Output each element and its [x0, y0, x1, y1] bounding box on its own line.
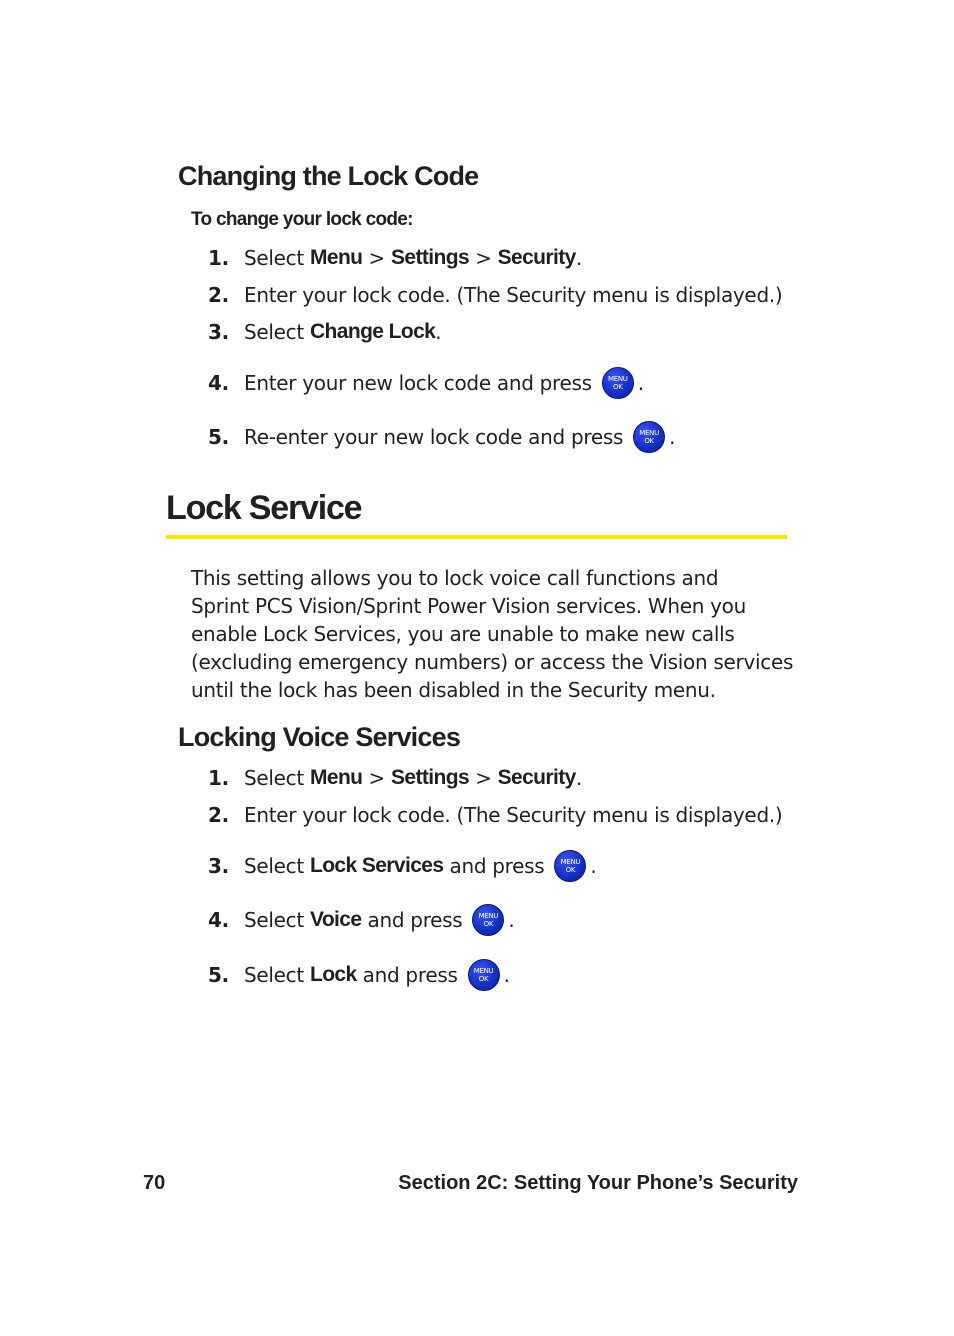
settings-label: Settings — [390, 246, 470, 269]
step-number: 5. — [208, 963, 229, 987]
separator: > — [362, 246, 391, 270]
lock-services-label: Lock Services — [309, 854, 444, 877]
paragraph-line: This setting allows you to lock voice call functions and — [191, 566, 719, 590]
separator: > — [362, 766, 391, 790]
menu-ok-key-icon — [472, 904, 504, 936]
period: . — [435, 320, 442, 344]
heading-rule — [166, 535, 787, 539]
step-text: Enter your new lock code and press — [244, 371, 592, 395]
voice-label: Voice — [309, 908, 362, 931]
step-number: 4. — [208, 371, 229, 395]
key-line1: MENU — [607, 375, 628, 383]
locking-voice-services-heading: Locking Voice Services — [178, 722, 461, 752]
step-text: and press — [356, 963, 458, 987]
menu-ok-key-icon — [602, 367, 634, 399]
step-text: Select — [244, 963, 310, 987]
lock-service-description — [191, 564, 794, 704]
paragraph-line: until the lock has been disabled in the Security menu. — [191, 678, 716, 702]
step-number: 2. — [208, 283, 229, 307]
step-text: Enter your lock code. (The Security menu is displayed.) — [244, 803, 783, 827]
paragraph-line: enable Lock Services, you are unable to make new calls — [191, 622, 735, 646]
list-item — [208, 765, 582, 791]
menu-label: Menu — [309, 766, 363, 789]
key-line1: MENU — [560, 858, 581, 866]
key-line2: OK — [613, 383, 623, 391]
period: . — [590, 854, 597, 878]
step-number: 1. — [208, 246, 229, 270]
key-line2: OK — [644, 437, 654, 445]
step-text: and press — [443, 854, 545, 878]
step-number: 4. — [208, 908, 229, 932]
period: . — [575, 246, 582, 270]
step-number: 1. — [208, 766, 229, 790]
lead-in-text: To change your lock code: — [191, 209, 413, 230]
list-item — [208, 802, 782, 828]
paragraph-line: (excluding emergency numbers) or access the Vision services — [191, 650, 794, 674]
lock-service-heading: Lock Service — [166, 489, 362, 527]
step-text: Select — [244, 320, 310, 344]
list-item — [208, 850, 596, 882]
page-number: 70 — [143, 1172, 166, 1194]
period: . — [503, 963, 510, 987]
step-number: 3. — [208, 854, 229, 878]
step-text: Select — [244, 908, 310, 932]
step-text: and press — [361, 908, 463, 932]
list-item — [208, 319, 441, 345]
step-number: 3. — [208, 320, 229, 344]
separator: > — [469, 766, 498, 790]
menu-label: Menu — [309, 246, 363, 269]
step-number: 5. — [208, 425, 229, 449]
period: . — [637, 371, 644, 395]
changing-lock-code-heading: Changing the Lock Code — [178, 161, 479, 191]
step-text: Select — [244, 854, 310, 878]
period: . — [669, 425, 676, 449]
menu-ok-key-icon — [554, 850, 586, 882]
key-line1: MENU — [478, 912, 499, 920]
step-number: 2. — [208, 803, 229, 827]
period: . — [508, 908, 515, 932]
list-item — [208, 959, 510, 991]
step-text: Select — [244, 766, 310, 790]
security-label: Security — [497, 766, 576, 789]
section-title-footer: Section 2C: Setting Your Phone’s Security — [398, 1172, 798, 1194]
list-item — [208, 245, 582, 271]
menu-ok-key-icon — [468, 959, 500, 991]
menu-ok-key-icon — [633, 421, 665, 453]
step-text: Enter your lock code. (The Security menu is displayed.) — [244, 283, 783, 307]
separator: > — [469, 246, 498, 270]
step-text: Select — [244, 246, 310, 270]
key-line2: OK — [565, 866, 576, 874]
key-line1: MENU — [639, 429, 659, 437]
list-item — [208, 282, 782, 308]
lock-label: Lock — [309, 963, 357, 986]
key-line2: OK — [483, 920, 494, 928]
step-text: Re-enter your new lock code and press — [244, 425, 624, 449]
list-item — [208, 904, 514, 936]
list-item — [208, 367, 644, 399]
paragraph-line: Sprint PCS Vision/Sprint Power Vision services. When you — [191, 594, 746, 618]
list-item — [208, 421, 675, 453]
key-line1: MENU — [473, 967, 494, 975]
change-lock-label: Change Lock — [309, 320, 436, 343]
security-label: Security — [497, 246, 576, 269]
settings-label: Settings — [390, 766, 470, 789]
key-line2: OK — [478, 975, 489, 983]
period: . — [575, 766, 582, 790]
